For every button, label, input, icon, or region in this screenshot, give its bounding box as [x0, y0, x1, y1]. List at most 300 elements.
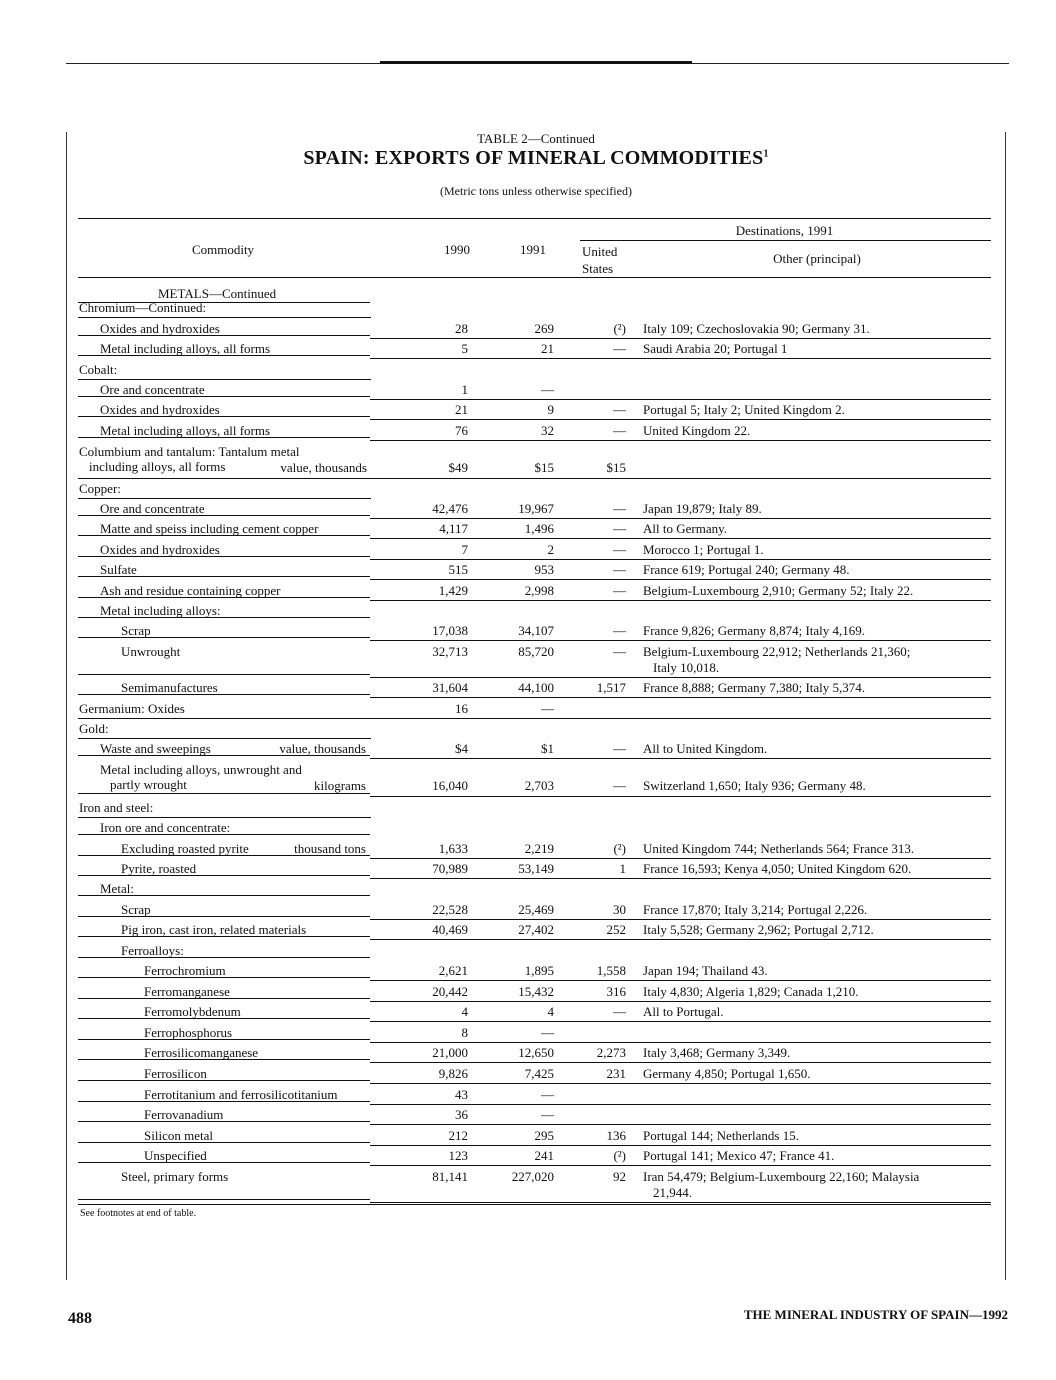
- value-united-states: —: [613, 741, 626, 756]
- row-rule: [370, 1062, 991, 1063]
- header-united-states: [582, 243, 642, 277]
- table-row: [78, 521, 991, 539]
- other-destinations-text: Italy 4,830; Algeria 1,829; Canada 1,210.: [643, 984, 859, 999]
- commodity-label: Oxides and hydroxides: [100, 321, 220, 336]
- commodity-label: Matte and speiss including cement copper: [100, 521, 319, 536]
- commodity-label: Germanium: Oxides: [79, 701, 185, 716]
- unit-label: thousand tons: [294, 841, 366, 856]
- value-1991: 2,998: [524, 583, 554, 598]
- commodity-label: Pyrite, roasted: [121, 861, 197, 876]
- commodity-label: Metal including alloys:: [100, 603, 221, 618]
- commodity-cell: [78, 902, 370, 917]
- other-destinations: [643, 861, 991, 877]
- commodity-label: Columbium and tantalum: Tantalum metal: [79, 444, 300, 459]
- table-row: [78, 881, 991, 899]
- value-1990: 17,038: [432, 623, 468, 638]
- commodity-cell: [78, 1025, 370, 1040]
- value-1991: 25,469: [518, 902, 554, 917]
- commodity-cell: [78, 300, 371, 318]
- row-rule: [370, 1021, 991, 1022]
- commodity-label: Ferrochromium: [144, 963, 226, 978]
- value-1990: 40,469: [432, 922, 468, 937]
- value-united-states: 231: [606, 1066, 626, 1081]
- table-row: [78, 861, 991, 879]
- value-united-states: —: [613, 501, 626, 516]
- value-1990: 515: [448, 562, 468, 577]
- header-us-line1: United: [582, 244, 618, 259]
- commodity-label: Ore and concentrate: [100, 382, 205, 397]
- value-1991: 953: [534, 562, 554, 577]
- exports-table: [78, 218, 991, 1200]
- commodity-cell: [78, 521, 370, 536]
- table-row: [78, 1087, 991, 1105]
- row-rule: [370, 338, 991, 339]
- other-destinations: [643, 542, 991, 558]
- table-row: [78, 943, 991, 961]
- commodity-label: Chromium—Continued:: [79, 300, 207, 315]
- other-destinations-text: Switzerland 1,650; Italy 936; Germany 48.: [643, 778, 866, 793]
- value-1991: 241: [534, 1148, 554, 1163]
- other-destinations-text: Italy 3,468; Germany 3,349.: [643, 1045, 791, 1060]
- commodity-label: Metal including alloys, all forms: [100, 423, 271, 438]
- other-destinations: [643, 778, 991, 794]
- other-destinations: [643, 680, 991, 696]
- table-row: [78, 902, 991, 920]
- commodity-label: Excluding roasted pyrite: [121, 841, 249, 856]
- table-row: [78, 680, 991, 698]
- value-1990: 42,476: [432, 501, 468, 516]
- commodity-cell: [78, 721, 371, 739]
- commodity-label: Metal:: [100, 881, 134, 896]
- value-1990: 212: [448, 1128, 468, 1143]
- other-destinations-text: Japan 19,879; Italy 89.: [643, 501, 762, 516]
- commodity-label: Copper:: [79, 481, 121, 496]
- value-1990: 81,141: [432, 1169, 468, 1184]
- value-united-states: 1,517: [596, 680, 626, 695]
- value-1991: 19,967: [518, 501, 554, 516]
- value-1991: 7,425: [524, 1066, 554, 1081]
- table-header: [78, 218, 991, 278]
- other-destinations-text: All to Portugal.: [643, 1004, 724, 1019]
- page-number: 488: [68, 1310, 92, 1327]
- value-1991: 27,402: [518, 922, 554, 937]
- value-1990: 1,633: [438, 841, 468, 856]
- other-destinations: [643, 583, 991, 599]
- other-destinations-text: France 16,593; Kenya 4,050; United Kingdom 620.: [643, 861, 912, 876]
- commodity-cell: [78, 321, 370, 336]
- commodity-label: Scrap: [121, 623, 151, 638]
- other-destinations: [643, 341, 991, 357]
- commodity-label: Silicon metal: [144, 1128, 213, 1143]
- commodity-cell: [78, 542, 370, 557]
- table-title-text: SPAIN: EXPORTS OF MINERAL COMMODITIES: [303, 147, 764, 169]
- value-united-states: 136: [606, 1128, 626, 1143]
- value-united-states: 252: [606, 922, 626, 937]
- commodity-label: Ash and residue containing copper: [100, 583, 281, 598]
- value-1990: 43: [455, 1087, 468, 1102]
- other-destinations: [643, 1004, 991, 1020]
- value-1991: 2: [547, 542, 554, 557]
- commodity-cell: [78, 1087, 370, 1102]
- value-1990: 76: [455, 423, 468, 438]
- commodity-label: Unspecified: [144, 1148, 207, 1163]
- top-rule-accent: [380, 61, 692, 64]
- table-subtitle: (Metric tons unless otherwise specified): [440, 184, 632, 198]
- value-1990: 4,117: [439, 521, 468, 536]
- commodity-cell: [78, 402, 370, 417]
- value-1991: 1,496: [524, 521, 554, 536]
- commodity-label: Ferroalloys:: [121, 943, 184, 958]
- table-row: [78, 1169, 991, 1203]
- table-row: [78, 382, 991, 400]
- commodity-cell: [78, 1066, 370, 1081]
- value-1991: —: [541, 1107, 554, 1122]
- row-rule: [370, 559, 991, 560]
- value-1991: —: [541, 701, 554, 716]
- commodity-label: Ore and concentrate: [100, 501, 205, 516]
- other-destinations: [643, 902, 991, 918]
- value-1990: 32,713: [432, 644, 468, 659]
- row-rule: [370, 1165, 991, 1166]
- commodity-label: Oxides and hydroxides: [100, 402, 220, 417]
- other-destinations: [643, 963, 991, 979]
- row-rule: [370, 796, 991, 797]
- commodity-label: Scrap: [121, 902, 151, 917]
- commodity-label: Oxides and hydroxides: [100, 542, 220, 557]
- other-destinations-text-line2: 21,944.: [653, 1185, 692, 1200]
- table-row: [78, 820, 991, 838]
- commodity-cell: [78, 362, 371, 380]
- table-row: [78, 1148, 991, 1166]
- commodity-cell: [78, 680, 370, 695]
- table-row: [78, 1128, 991, 1146]
- commodity-cell: [78, 922, 370, 937]
- value-1991: 2,703: [524, 778, 554, 793]
- commodity-cell: [78, 861, 370, 876]
- row-rule: [370, 600, 991, 601]
- other-destinations: [643, 1045, 991, 1061]
- commodity-cell: [78, 382, 370, 397]
- row-rule: [370, 419, 991, 420]
- commodity-label: Ferromanganese: [144, 984, 230, 999]
- commodity-cell: [78, 644, 370, 675]
- commodity-cell: [78, 841, 370, 856]
- commodity-cell: [78, 1107, 370, 1122]
- table-row: [78, 603, 991, 621]
- value-1990: 7: [461, 542, 468, 557]
- value-1990: 20,442: [432, 984, 468, 999]
- footnote: See footnotes at end of table.: [80, 1208, 197, 1219]
- value-1991: —: [541, 1025, 554, 1040]
- other-destinations-text: Iran 54,479; Belgium-Luxembourg 22,160; Malaysia: [643, 1169, 920, 1184]
- table-row: [78, 562, 991, 580]
- table-row: [78, 644, 991, 678]
- commodity-cell: [78, 603, 370, 618]
- value-united-states: 1: [619, 861, 626, 876]
- value-united-states: —: [613, 562, 626, 577]
- header-commodity: Commodity: [191, 242, 255, 257]
- value-united-states: 92: [613, 1169, 626, 1184]
- value-united-states: —: [613, 341, 626, 356]
- commodity-cell: [78, 984, 370, 999]
- other-destinations: [643, 562, 991, 578]
- header-1990: 1990: [444, 242, 470, 257]
- value-united-states: —: [613, 778, 626, 793]
- table-row: [78, 800, 991, 818]
- other-destinations: [643, 841, 991, 857]
- commodity-label: METALS—Continued: [158, 286, 277, 301]
- header-us-line2: States: [582, 261, 614, 276]
- table-row: [78, 583, 991, 601]
- value-1990: 1: [461, 382, 468, 397]
- table-row: [78, 542, 991, 560]
- row-rule: [370, 1124, 991, 1125]
- value-1990: 4: [461, 1004, 468, 1019]
- other-destinations-text: Saudi Arabia 20; Portugal 1: [643, 341, 788, 356]
- commodity-cell: [78, 444, 371, 479]
- other-destinations: [643, 1148, 991, 1164]
- value-1991: $1: [541, 741, 554, 756]
- value-united-states: 1,558: [596, 963, 626, 978]
- other-destinations-text: Italy 5,528; Germany 2,962; Portugal 2,712.: [643, 922, 874, 937]
- table-row: [78, 300, 991, 318]
- other-destinations-text: United Kingdom 744; Netherlands 564; France 313.: [643, 841, 915, 856]
- other-destinations-text: All to Germany.: [643, 521, 727, 536]
- row-rule: [370, 1042, 991, 1043]
- commodity-label: Ferrosilicon: [144, 1066, 207, 1081]
- other-destinations-text: Portugal 5; Italy 2; United Kingdom 2.: [643, 402, 845, 417]
- row-rule: [370, 1202, 991, 1203]
- other-destinations-text: Portugal 141; Mexico 47; France 41.: [643, 1148, 835, 1163]
- other-destinations: [643, 321, 991, 337]
- table-row: [78, 721, 991, 739]
- commodity-label: Metal including alloys, all forms: [100, 341, 271, 356]
- value-1990: 16,040: [432, 778, 468, 793]
- commodity-cell: [78, 762, 370, 794]
- row-rule: [370, 1083, 991, 1084]
- commodity-cell: [78, 583, 370, 598]
- other-destinations: [643, 501, 991, 517]
- commodity-label: Metal including alloys, unwrought and: [100, 762, 302, 777]
- left-margin-rule: [66, 132, 67, 1280]
- commodity-label: Cobalt:: [79, 362, 118, 377]
- value-1990: 28: [455, 321, 468, 336]
- value-1991: 12,650: [518, 1045, 554, 1060]
- other-destinations-text-line2: Italy 10,018.: [653, 660, 720, 675]
- commodity-cell: [78, 1128, 370, 1143]
- row-rule: [370, 858, 991, 859]
- row-rule: [370, 758, 991, 759]
- value-1991: 295: [534, 1128, 554, 1143]
- value-1990: 2,621: [438, 963, 468, 978]
- table-row: [78, 623, 991, 641]
- commodity-cell: [78, 881, 370, 896]
- header-1991: 1991: [520, 242, 546, 257]
- other-destinations-text: Morocco 1; Portugal 1.: [643, 542, 764, 557]
- value-united-states: 2,273: [596, 1045, 626, 1060]
- row-rule: [370, 579, 991, 580]
- value-1991: 1,895: [524, 963, 554, 978]
- value-1991: 32: [541, 423, 554, 438]
- table-row: [78, 423, 991, 441]
- value-1991: 9: [547, 402, 554, 417]
- value-1991: 15,432: [518, 984, 554, 999]
- value-1991: —: [541, 1087, 554, 1102]
- commodity-label: Iron ore and concentrate:: [100, 820, 231, 835]
- commodity-label: Ferromolybdenum: [144, 1004, 241, 1019]
- commodity-cell: [78, 1169, 370, 1200]
- other-destinations: [643, 521, 991, 537]
- other-destinations: [643, 1128, 991, 1144]
- other-destinations-text: France 9,826; Germany 8,874; Italy 4,169.: [643, 623, 866, 638]
- row-rule: [370, 478, 991, 479]
- table-row: [78, 1025, 991, 1043]
- table-row: [78, 402, 991, 420]
- table-row: [78, 321, 991, 339]
- commodity-cell: [78, 341, 370, 356]
- other-destinations: [643, 402, 991, 418]
- row-rule: [370, 518, 991, 519]
- value-1991: 85,720: [518, 644, 554, 659]
- row-rule: [370, 1104, 991, 1105]
- commodity-label-line2: partly wrought: [110, 777, 187, 792]
- table-row: [78, 762, 991, 797]
- value-united-states: —: [613, 423, 626, 438]
- value-united-states: —: [613, 521, 626, 536]
- value-1991: $15: [534, 460, 554, 475]
- other-destinations: [643, 922, 991, 938]
- value-united-states: —: [613, 1004, 626, 1019]
- other-destinations: [643, 423, 991, 439]
- header-other-principal: Other (principal): [773, 251, 861, 266]
- value-united-states: —: [613, 402, 626, 417]
- table-row: [78, 1004, 991, 1022]
- table-row: [78, 341, 991, 359]
- commodity-label: Ferrophosphorus: [144, 1025, 233, 1040]
- value-1990: 9,826: [438, 1066, 468, 1081]
- other-destinations-text: France 17,870; Italy 3,214; Portugal 2,226.: [643, 902, 868, 917]
- value-1991: —: [541, 382, 554, 397]
- other-destinations: [643, 984, 991, 1000]
- other-destinations: [643, 623, 991, 639]
- commodity-cell: [78, 800, 371, 818]
- other-destinations-text: Japan 194; Thailand 43.: [643, 963, 768, 978]
- value-1991: 227,020: [511, 1169, 554, 1184]
- other-destinations: [643, 741, 991, 757]
- value-1991: 53,149: [518, 861, 554, 876]
- row-rule: [370, 358, 991, 359]
- unit-label: kilograms: [314, 778, 366, 793]
- other-destinations: [643, 1066, 991, 1082]
- unit-label: value, thousands: [279, 741, 366, 756]
- right-margin-rule: [1005, 132, 1006, 1280]
- commodity-label: Ferrovanadium: [144, 1107, 224, 1122]
- row-rule: [370, 718, 991, 719]
- commodity-label: Gold:: [79, 721, 109, 736]
- value-united-states: —: [613, 583, 626, 598]
- commodity-label: Steel, primary forms: [121, 1169, 229, 1184]
- row-rule: [370, 538, 991, 539]
- value-united-states: (²): [613, 321, 626, 336]
- other-destinations-text: Italy 109; Czechoslovakia 90; Germany 31.: [643, 321, 870, 336]
- table-row: [78, 501, 991, 519]
- value-1990: $4: [455, 741, 468, 756]
- other-destinations-text: Germany 4,850; Portugal 1,650.: [643, 1066, 811, 1081]
- commodity-label: Unwrought: [121, 644, 181, 659]
- table-row: [78, 701, 991, 719]
- value-united-states: (²): [613, 1148, 626, 1163]
- value-1990: 31,604: [432, 680, 468, 695]
- value-united-states: $15: [606, 460, 626, 475]
- table-row: [78, 1066, 991, 1084]
- value-1990: 1,429: [438, 583, 468, 598]
- commodity-cell: [78, 701, 371, 719]
- commodity-cell: [78, 501, 370, 516]
- value-1990: 70,989: [432, 861, 468, 876]
- commodity-cell: [78, 481, 371, 499]
- value-1990: $49: [448, 460, 468, 475]
- commodity-cell: [78, 1148, 370, 1163]
- value-1990: 16: [455, 701, 468, 716]
- other-destinations-text: Belgium-Luxembourg 2,910; Germany 52; Italy 22.: [643, 583, 914, 598]
- row-rule: [370, 1145, 991, 1146]
- other-destinations-text: France 8,888; Germany 7,380; Italy 5,374.: [643, 680, 866, 695]
- row-rule: [370, 697, 991, 698]
- table-row: [78, 444, 991, 479]
- commodity-cell: [78, 562, 370, 577]
- table-row: [78, 481, 991, 499]
- value-1990: 21,000: [432, 1045, 468, 1060]
- commodity-label: Ferrotitanium and ferrosilicotitanium: [144, 1087, 338, 1102]
- value-1990: 123: [448, 1148, 468, 1163]
- row-rule: [370, 399, 991, 400]
- other-destinations-text: United Kingdom 22.: [643, 423, 751, 438]
- table-number: TABLE 2—Continued: [477, 131, 595, 146]
- row-rule: [370, 440, 991, 441]
- table-row: [78, 963, 991, 981]
- commodity-cell: [78, 623, 370, 638]
- table-row: [78, 1107, 991, 1125]
- row-rule: [370, 1001, 991, 1002]
- table-row: [78, 741, 991, 759]
- commodity-cell: [78, 1004, 370, 1019]
- commodity-cell: [78, 423, 370, 438]
- value-1990: 8: [461, 1025, 468, 1040]
- running-title: THE MINERAL INDUSTRY OF SPAIN—1992: [743, 1307, 1008, 1322]
- table-row: [78, 984, 991, 1002]
- commodity-cell: [78, 820, 370, 835]
- value-1990: 21: [455, 402, 468, 417]
- header-destinations: Destinations, 1991: [735, 223, 834, 238]
- commodity-cell: [78, 1045, 370, 1060]
- value-1990: 22,528: [432, 902, 468, 917]
- row-rule: [370, 919, 991, 920]
- value-1990: 5: [461, 341, 468, 356]
- value-1991: 2,219: [524, 841, 554, 856]
- header-destinations-rule: [580, 240, 991, 241]
- unit-label: value, thousands: [280, 460, 367, 475]
- other-destinations-text: Portugal 144; Netherlands 15.: [643, 1128, 799, 1143]
- value-united-states: —: [613, 644, 626, 659]
- table-title: [66, 147, 1006, 170]
- value-1991: 269: [534, 321, 554, 336]
- row-rule: [370, 677, 991, 678]
- commodity-cell: [78, 963, 370, 978]
- table-row: [78, 841, 991, 859]
- title-footnote-marker: 1: [763, 148, 769, 160]
- value-united-states: 316: [606, 984, 626, 999]
- value-united-states: —: [613, 623, 626, 638]
